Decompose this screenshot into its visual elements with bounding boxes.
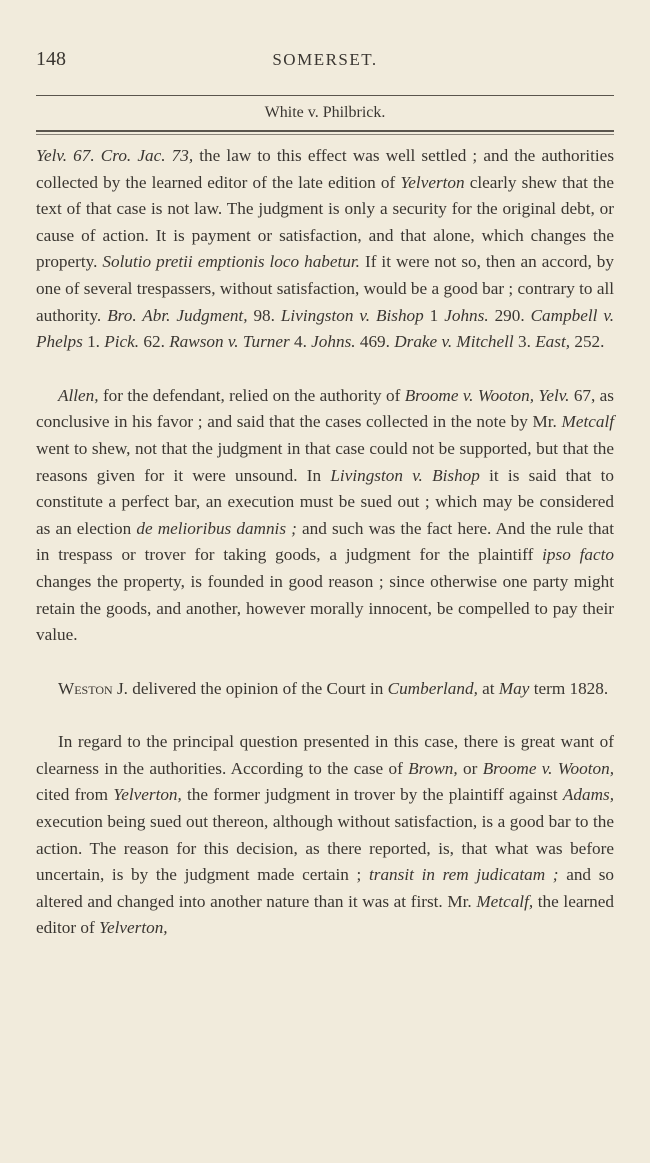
italic-text: transit in rem judicatam ; [369, 865, 559, 885]
text-run: for the defendant, relied on the authority of [98, 385, 405, 405]
text-run: 469. [355, 332, 395, 352]
text-run: went to shew, not that the judgment in that case could not be supported, but that the reasons given for it were unsound. In [36, 438, 614, 485]
text-run: at [477, 678, 499, 698]
italic-text: ipso facto [542, 545, 614, 565]
text-run: 98. [247, 305, 281, 325]
text-run: the learned editor of [36, 891, 614, 938]
italic-text: de melioribus damnis ; [136, 518, 297, 538]
italic-text: Bro. Abr. Judgment, [107, 305, 248, 325]
paragraph [36, 383, 614, 649]
text-run: and such was the fact here. And the rule that in trespass or trover for taking goods, a judgment for the plaintiff [36, 518, 614, 565]
italic-text: Adams, [562, 785, 615, 805]
text-run: or [457, 758, 483, 778]
text-run: term 1828. [529, 678, 609, 698]
text-run: the former judgment in trover by the plaintiff against [181, 785, 563, 805]
title-rule [36, 130, 614, 132]
text-run: 3. [513, 332, 536, 352]
page-number: 148 [36, 48, 66, 70]
italic-text: Yelverton, [99, 918, 168, 938]
text-run: the law to this effect was well settled ; and the authorities collected by the learned editor of the late edition of [36, 146, 615, 192]
title-rule-thin [36, 134, 614, 135]
paragraph [36, 676, 614, 703]
paragraph [36, 729, 614, 942]
italic-text: Johns. [311, 332, 356, 352]
text-run: clearly shew that the text of that case is not law. The judgment is only a security for the original debt, or cause of action. It is payment or satisfaction, and that alone, which changes the property. [36, 172, 614, 272]
small-caps-text: Weston [58, 678, 113, 698]
text-run: 1 [423, 305, 445, 325]
italic-text: Metcalf, [476, 891, 534, 911]
italic-text: Yelverton [400, 172, 465, 192]
text-run: and so altered and changed into another nature than it was at first. Mr. [36, 865, 614, 911]
italic-text: East, [535, 332, 571, 352]
text-run: 62. [139, 332, 170, 352]
text-run: 4. [289, 332, 312, 352]
italic-text: Broome v. Wooton, [482, 758, 614, 778]
case-title: White v. Philbrick. [264, 104, 386, 121]
italic-text: Metcalf [561, 412, 614, 432]
italic-text: Rawson v. Turner [169, 332, 290, 352]
page-header [36, 48, 614, 78]
italic-text: Livingston v. Bishop [330, 465, 480, 485]
italic-text: Campbell v. Phelps [36, 305, 615, 352]
italic-text: Allen, [58, 385, 99, 405]
italic-text: Livingston v. Bishop [280, 305, 424, 325]
text-run: In regard to the principal question presented in this case, there is great want of clearness in the authorities. According to the case of [36, 732, 614, 778]
running-head: SOMERSET. [272, 50, 378, 69]
italic-text: Johns. [444, 305, 489, 325]
text-run: execution being sued out thereon, although without satisfaction, is a good bar to the action. The reason for this decision, as there reported, is, that what was before uncertain, is by the judgment made certain ; [36, 812, 614, 885]
text-run: changes the property, is founded in good reason ; since otherwise one party might retain the goods, and another, however morally innocent, be compelled to pay their value. [36, 571, 614, 645]
paragraph [36, 143, 614, 356]
italic-text: Broome v. Wooton, Yelv. [404, 385, 570, 405]
italic-text: May [498, 678, 530, 698]
header-rule [36, 95, 614, 96]
italic-text: Pick. [104, 332, 140, 352]
text-run: it is said that to constitute a perfect bar, an execution must be sued out ; which may be considered as an election [36, 465, 614, 538]
italic-text: Brown, [408, 758, 458, 778]
text-run: If it were not so, then an accord, by one of several trespassers, without satisfaction, would be a good bar ; contrary to all authority. [36, 252, 614, 325]
italic-text: Drake v. Mitchell [394, 332, 514, 352]
italic-text: Yelv. 67. Cro. Jac. 73, [36, 146, 194, 165]
text-run: cited from [36, 785, 114, 805]
italic-text: Cumberland, [387, 678, 478, 698]
italic-text: Yelverton, [113, 785, 182, 805]
body-text [36, 143, 614, 942]
text-run: 252. [570, 332, 605, 352]
italic-text: Solutio pretii emptionis loco habetur. [102, 252, 360, 272]
text-run: J. delivered the opinion of the Court in [112, 678, 388, 698]
text-run: 1. [82, 332, 105, 352]
text-run: 67, as conclusive in his favor ; and said that the cases collected in the note by Mr. [36, 385, 614, 432]
text-run: 290. [488, 305, 531, 325]
